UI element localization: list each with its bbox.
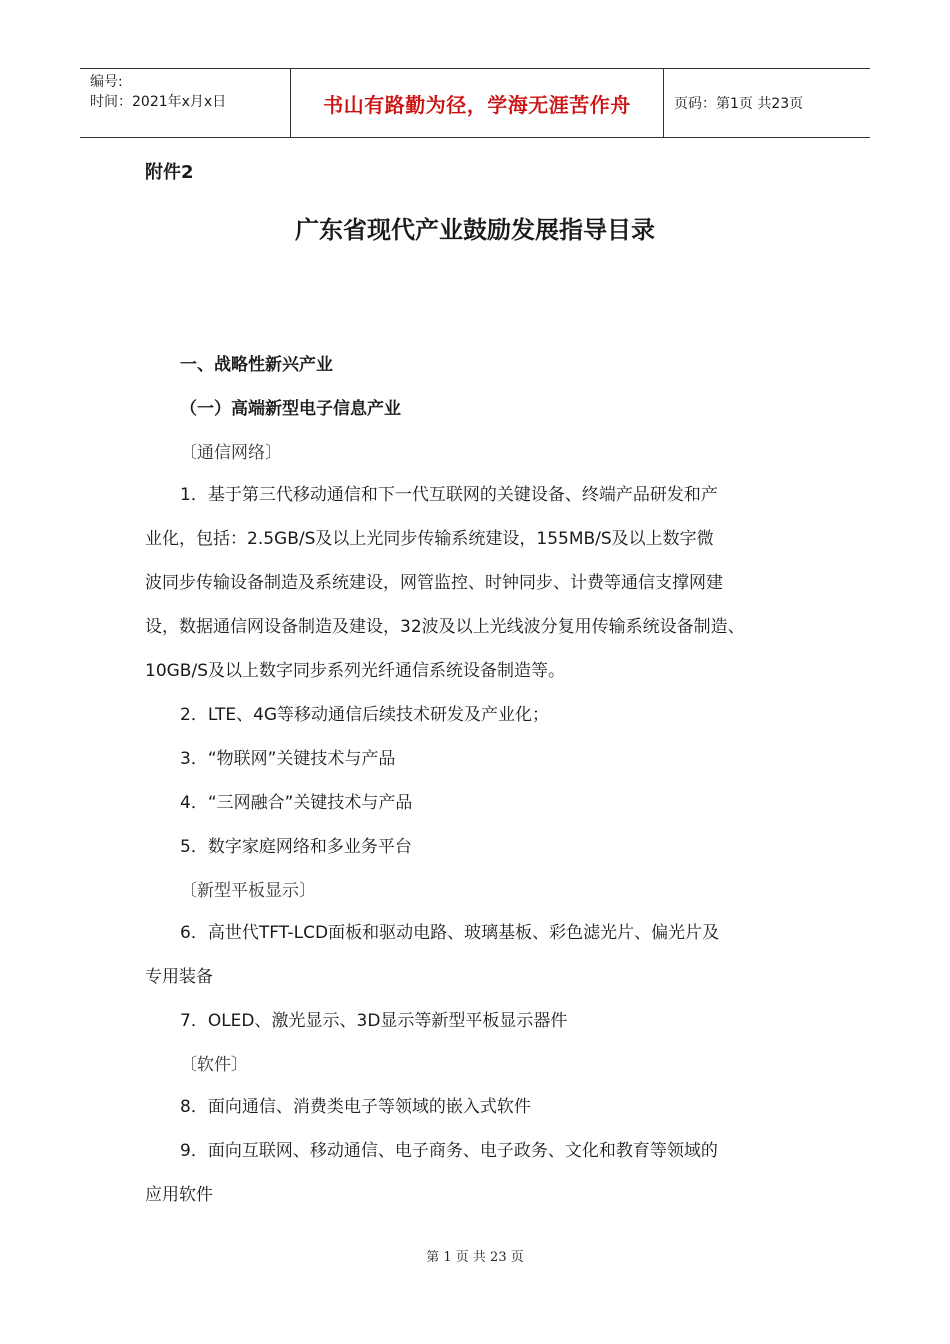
page-info: 页码：第1页 共23页 [674,96,804,112]
category-label: 〔软件〕 [180,1055,248,1075]
category-label: 〔通信网络〕 [180,443,282,463]
header-meta [80,69,290,137]
subsection-heading: （一）高端新型电子信息产业 [180,399,401,419]
list-item: 8．面向通信、消费类电子等领域的嵌入式软件 [180,1097,531,1117]
list-item-continuation: 设，数据通信网设备制造及建设，32波及以上光线波分复用传输系统设备制造、 [145,617,745,637]
page-footer: 第 1 页 共 23 页 [426,1250,524,1265]
motto: 书山有路勤为径，学海无涯苦作舟 [323,92,631,117]
header-page-cell [664,69,870,137]
attachment-label: 附件2 [145,162,194,183]
number-label: 编号: [90,74,123,90]
header-motto-cell [290,69,664,137]
list-item: 4．“三网融合”关键技术与产品 [180,793,413,813]
list-item: 6．高世代TFT-LCD面板和驱动电路、玻璃基板、彩色滤光片、偏光片及 [180,923,720,943]
list-item-continuation: 专用装备 [145,967,213,987]
list-item: 7．OLED、激光显示、3D显示等新型平板显示器件 [180,1011,568,1031]
document-title: 广东省现代产业鼓励发展指导目录 [295,216,655,244]
list-item: 1．基于第三代移动通信和下一代互联网的关键设备、终端产品研发和产 [180,485,718,505]
header-table [80,68,870,138]
time-label: 时间：2021年x月x日 [90,94,227,110]
list-item: 9．面向互联网、移动通信、电子商务、电子政务、文化和教育等领域的 [180,1141,718,1161]
section-heading: 一、战略性新兴产业 [180,355,333,375]
list-item-continuation: 波同步传输设备制造及系统建设，网管监控、时钟同步、计费等通信支撑网建 [145,573,723,593]
list-item: 2．LTE、4G等移动通信后续技术研发及产业化； [180,705,550,725]
list-item: 5．数字家庭网络和多业务平台 [180,837,412,857]
list-item: 3．“物联网”关键技术与产品 [180,749,396,769]
list-item-continuation: 10GB/S及以上数字同步系列光纤通信系统设备制造等。 [145,661,565,681]
list-item-continuation: 应用软件 [145,1185,213,1205]
category-label: 〔新型平板显示〕 [180,881,316,901]
list-item-continuation: 业化，包括：2.5GB/S及以上光同步传输系统建设，155MB/S及以上数字微 [145,529,714,549]
